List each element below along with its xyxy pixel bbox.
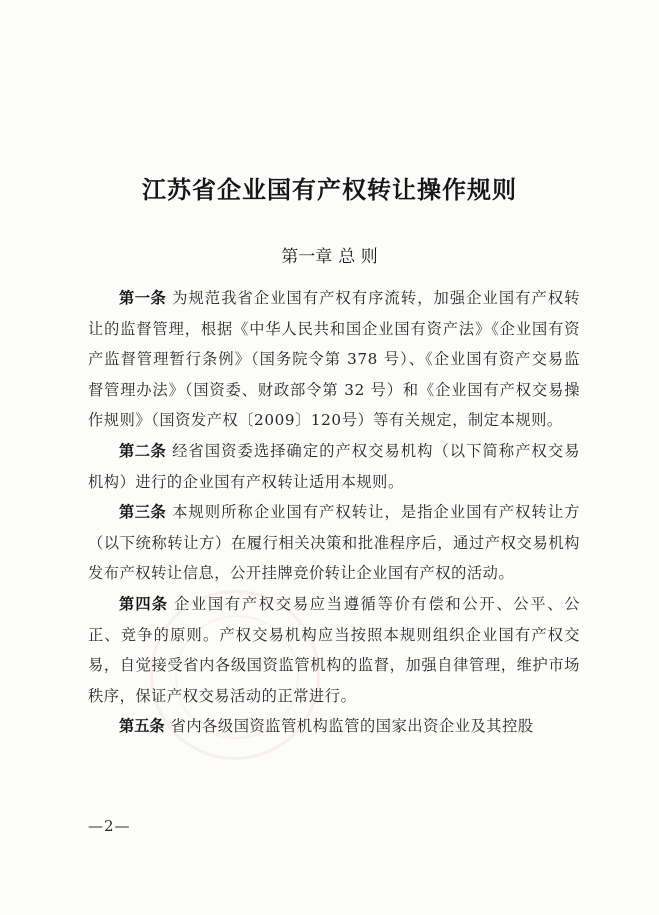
- article-1: [88, 283, 580, 436]
- page-number: —2—: [88, 817, 131, 835]
- article-2-text: 经省国资委选择确定的产权交易机构（以下简称产权交易机构）进行的企业国有产权转让适用本规则。: [88, 441, 581, 491]
- article-4-number: 第四条: [119, 594, 169, 613]
- article-2-number: 第二条: [119, 441, 167, 460]
- article-4-text: 企业国有产权交易应当遵循等价有偿和公开、公平、公正、竞争的原则。产权交易机构应当按照本规则组织企业国有产权交易，自觉接受省内各级国资监管机构的监督，加强自律管理，维护市场秩序，保证产权交易活动的正常进行。: [88, 594, 581, 705]
- article-2: [88, 436, 580, 497]
- article-4: [88, 589, 580, 711]
- article-5: [88, 711, 580, 742]
- document-body: [88, 283, 580, 742]
- chapter-label: 第一章: [281, 247, 333, 267]
- article-3: [88, 497, 580, 589]
- article-1-text: 为规范我省企业国有产权有序流转，加强企业国有产权转让的监督管理，根据《中华人民共和国企业国有资产法》《企业国有资产监督管理暂行条例》（国务院令第 378 号）、《企业国有资产交易监督管理办法》（国资委、财政部令第 32 号）和《企业国有产权交易操作规则》（国资发产权〔2009〕120号）等有关规定，制定本规则。: [88, 289, 581, 430]
- article-5-number: 第五条: [119, 717, 165, 736]
- chapter-name: 总 则: [338, 247, 378, 267]
- article-3-number: 第三条: [119, 503, 167, 522]
- article-1-number: 第一条: [119, 289, 167, 307]
- article-5-text: 省内各级国资监管机构监管的国家出资企业及其控股: [170, 717, 534, 736]
- chapter-heading: [0, 242, 659, 267]
- document-title: 江苏省企业国有产权转让操作规则: [142, 176, 517, 204]
- article-3-text: 本规则所称企业国有产权转让，是指企业国有产权转让方（以下统称转让方）在履行相关决策和批准程序后，通过产权交易机构发布产权转让信息，公开挂牌竞价转让企业国有产权的活动。: [88, 503, 581, 583]
